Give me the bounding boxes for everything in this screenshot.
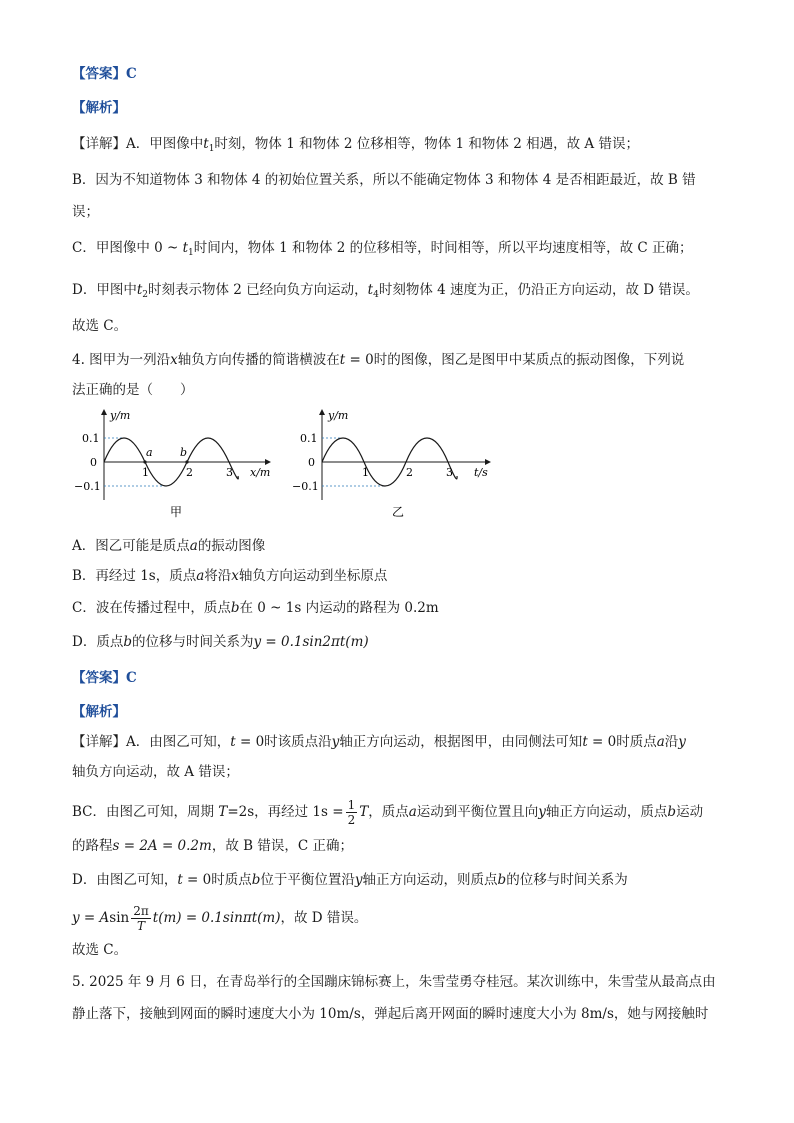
question4-option-c bbox=[72, 598, 724, 618]
var-b: b bbox=[667, 804, 677, 820]
detail2-d-line1 bbox=[72, 870, 724, 890]
text: = 0 bbox=[235, 734, 265, 750]
tick-2: 2 bbox=[186, 466, 193, 479]
equation: y = 0.1sin2πt(m) bbox=[253, 634, 369, 650]
text: 法正确的是（ ） bbox=[72, 382, 194, 398]
point-a-label: a bbox=[146, 446, 153, 459]
tick-2: 2 bbox=[406, 466, 413, 479]
caption-right: 乙 bbox=[392, 505, 405, 519]
text: 运动到平衡位置且向 bbox=[416, 804, 539, 820]
text: 故选 C。 bbox=[72, 942, 128, 958]
fraction-denominator: T bbox=[136, 919, 145, 933]
text: 位于平衡位置沿 bbox=[260, 872, 355, 888]
fraction-half bbox=[346, 798, 358, 827]
tick-3: 3 bbox=[446, 466, 453, 479]
analysis-label-text: 【解析】 bbox=[72, 100, 126, 116]
answer-label-1 bbox=[72, 64, 724, 84]
text: 轴负方向传播的简谐横波在 bbox=[177, 352, 340, 368]
detail2-conclusion bbox=[72, 940, 724, 960]
var-x: x bbox=[170, 352, 178, 368]
var-y: y bbox=[678, 734, 686, 750]
x-axis-label: x/m bbox=[250, 466, 271, 479]
answer-value: C bbox=[126, 66, 137, 82]
question5-line1 bbox=[72, 972, 724, 992]
text: = 0 bbox=[345, 352, 374, 368]
answer-label-text: 【答案】 bbox=[72, 670, 126, 686]
question4-option-d bbox=[72, 632, 724, 652]
question4-option-a bbox=[72, 536, 724, 556]
text: 轴负方向运动到坐标原点 bbox=[238, 568, 388, 584]
var-T: T bbox=[218, 804, 228, 820]
y-axis-label: y/m bbox=[110, 409, 131, 422]
text: =2s，再经过 1s = bbox=[227, 804, 344, 820]
text: ，质点 bbox=[368, 804, 409, 820]
text: B．再经过 1s，质点 bbox=[72, 568, 197, 584]
text: ，故 D 错误。 bbox=[280, 910, 368, 926]
question4-line1 bbox=[72, 350, 724, 370]
text: 运动 bbox=[676, 804, 704, 820]
text: 【详解】A．甲图像中 bbox=[72, 136, 204, 152]
var-t: t bbox=[582, 734, 588, 750]
text: ，故 B 错误，C 正确； bbox=[211, 838, 353, 854]
x-axis-label: t/s bbox=[474, 466, 488, 479]
text: 轴负方向运动，故 A 错误； bbox=[72, 764, 239, 780]
var-b: b bbox=[497, 872, 507, 888]
text: 沿 bbox=[664, 734, 679, 750]
text: 故选 C。 bbox=[72, 318, 128, 334]
text: 时刻表示物体 2 已经向负方向运动， bbox=[148, 282, 368, 298]
text: 【详解】A．由图乙可知， bbox=[72, 734, 231, 750]
analysis-label-1 bbox=[72, 98, 724, 118]
detail1-option-b-line1 bbox=[72, 170, 724, 190]
question4-option-b bbox=[72, 566, 724, 586]
text: = 0 bbox=[182, 872, 212, 888]
text: 时该质点沿 bbox=[264, 734, 332, 750]
subscript: 2 bbox=[142, 290, 148, 300]
answer-label-2 bbox=[72, 668, 724, 688]
detail1-conclusion bbox=[72, 316, 724, 336]
question5-line2 bbox=[72, 1004, 724, 1024]
text: sin bbox=[109, 910, 130, 926]
var-a: a bbox=[189, 538, 198, 554]
var-a: a bbox=[656, 734, 665, 750]
text: 的位移与时间关系为 bbox=[506, 872, 628, 888]
text: B．因为不知道物体 3 和物体 4 的初始位置关系，所以不能确定物体 3 和物体 4 是否相距最近，故 B 错 bbox=[72, 172, 696, 188]
text: 的振动图像 bbox=[197, 538, 266, 554]
text: 在 0 ~ 1s 内运动的路程为 0.2m bbox=[239, 600, 439, 616]
text: C．波在传播过程中，质点 bbox=[72, 600, 231, 616]
detail2-a-line1 bbox=[72, 732, 724, 752]
text: 时刻物体 4 速度为正，仍沿正方向运动，故 D 错误。 bbox=[378, 282, 699, 298]
equation: t(m) = 0.1sinπt(m) bbox=[152, 910, 281, 926]
graph-right bbox=[292, 409, 490, 519]
detail2-a-line2 bbox=[72, 762, 724, 782]
tick-neg: −0.1 bbox=[292, 480, 319, 493]
detail2-d-line2 bbox=[72, 904, 724, 933]
tick-neg: −0.1 bbox=[74, 480, 101, 493]
tick-1: 1 bbox=[362, 466, 369, 479]
equation: s = 2A = 0.2m bbox=[112, 838, 212, 854]
text: BC．由图乙可知，周期 bbox=[72, 804, 219, 820]
text: C．甲图像中 0 ~ bbox=[72, 240, 183, 256]
caption-left: 甲 bbox=[170, 505, 183, 519]
var-T: T bbox=[359, 804, 369, 820]
equation-prefix: y = A bbox=[72, 910, 110, 926]
fraction-numerator: 2π bbox=[133, 904, 149, 918]
var-t: t bbox=[177, 872, 183, 888]
var-y: y bbox=[354, 872, 363, 888]
wave-graphs bbox=[70, 408, 530, 523]
var-t: t bbox=[182, 240, 189, 256]
var-b: b bbox=[230, 600, 240, 616]
point-b-dot bbox=[185, 460, 188, 463]
text: 的路程 bbox=[72, 838, 113, 854]
var-b: b bbox=[251, 872, 261, 888]
text: 轴正方向运动，质点 bbox=[545, 804, 668, 820]
var-t: t bbox=[203, 136, 209, 152]
var-a: a bbox=[196, 568, 205, 584]
text: = 0 bbox=[587, 734, 617, 750]
var-x: x bbox=[231, 568, 239, 584]
fraction-2pi-over-T bbox=[131, 904, 151, 933]
tick-pos: 0.1 bbox=[300, 432, 318, 445]
detail1-option-a bbox=[72, 134, 724, 159]
answer-label-text: 【答案】 bbox=[72, 66, 126, 82]
origin-label: 0 bbox=[90, 456, 97, 469]
tick-pos: 0.1 bbox=[82, 432, 100, 445]
text: 5. 2025 年 9 月 6 日，在青岛举行的全国蹦床锦标赛上，朱雪莹勇夺桂冠。某次训练中，朱雪莹从最高点由 bbox=[72, 974, 716, 990]
detail1-option-c bbox=[72, 238, 724, 263]
var-b: b bbox=[123, 634, 132, 650]
subscript: 1 bbox=[208, 144, 215, 154]
text: 时质点 bbox=[616, 734, 657, 750]
var-t: t bbox=[339, 352, 346, 368]
text: 将沿 bbox=[204, 568, 232, 584]
graph-left bbox=[74, 409, 270, 519]
var-a: a bbox=[408, 804, 417, 820]
text: 时的图像，图乙是图甲中某质点的振动图像，下列说 bbox=[373, 352, 685, 368]
text: D．由图乙可知， bbox=[72, 872, 178, 888]
analysis-label-2 bbox=[72, 702, 724, 722]
text: 时质点 bbox=[211, 872, 252, 888]
origin-label: 0 bbox=[308, 456, 315, 469]
text: 的位移与时间关系为 bbox=[131, 634, 254, 650]
text: D．甲图中 bbox=[72, 282, 137, 298]
detail1-option-d bbox=[72, 280, 724, 305]
detail2-bc-line1 bbox=[72, 798, 724, 827]
text: A．图乙可能是质点 bbox=[72, 538, 190, 554]
detail2-bc-line2 bbox=[72, 836, 724, 856]
answer-value: C bbox=[126, 670, 137, 686]
tick-3: 3 bbox=[226, 466, 233, 479]
analysis-label-text: 【解析】 bbox=[72, 704, 126, 720]
text: 轴正方向运动，根据图甲，由同侧法可知 bbox=[339, 734, 583, 750]
var-t: t bbox=[136, 282, 143, 298]
y-axis-label: y/m bbox=[328, 409, 349, 422]
text: 时刻，物体 1 和物体 2 位移相等，物体 1 和物体 2 相遇，故 A 错误； bbox=[214, 136, 639, 152]
detail1-option-b-line2 bbox=[72, 202, 724, 222]
var-y: y bbox=[331, 734, 340, 750]
text: 误； bbox=[72, 204, 99, 220]
text: 4. 图甲为一列沿 bbox=[72, 352, 171, 368]
text: 时间内，物体 1 和物体 2 的位移相等，时间相等，所以平均速度相等，故 C 正确； bbox=[193, 240, 693, 256]
var-t: t bbox=[230, 734, 236, 750]
point-a-dot bbox=[143, 460, 146, 463]
subscript: 1 bbox=[188, 248, 194, 258]
fraction-denominator: 2 bbox=[347, 813, 356, 827]
text: D．质点 bbox=[72, 634, 124, 650]
var-t: t bbox=[367, 282, 374, 298]
fraction-numerator: 1 bbox=[347, 798, 356, 812]
tick-1: 1 bbox=[142, 466, 149, 479]
point-b-label: b bbox=[180, 446, 188, 459]
text: 轴正方向运动，则质点 bbox=[362, 872, 498, 888]
subscript: 4 bbox=[373, 290, 379, 300]
text: 静止落下，接触到网面的瞬时速度大小为 10m/s，弹起后离开网面的瞬时速度大小为 8m/s，她与网接触时 bbox=[72, 1006, 709, 1022]
var-y: y bbox=[538, 804, 546, 820]
question4-line2 bbox=[72, 380, 724, 400]
